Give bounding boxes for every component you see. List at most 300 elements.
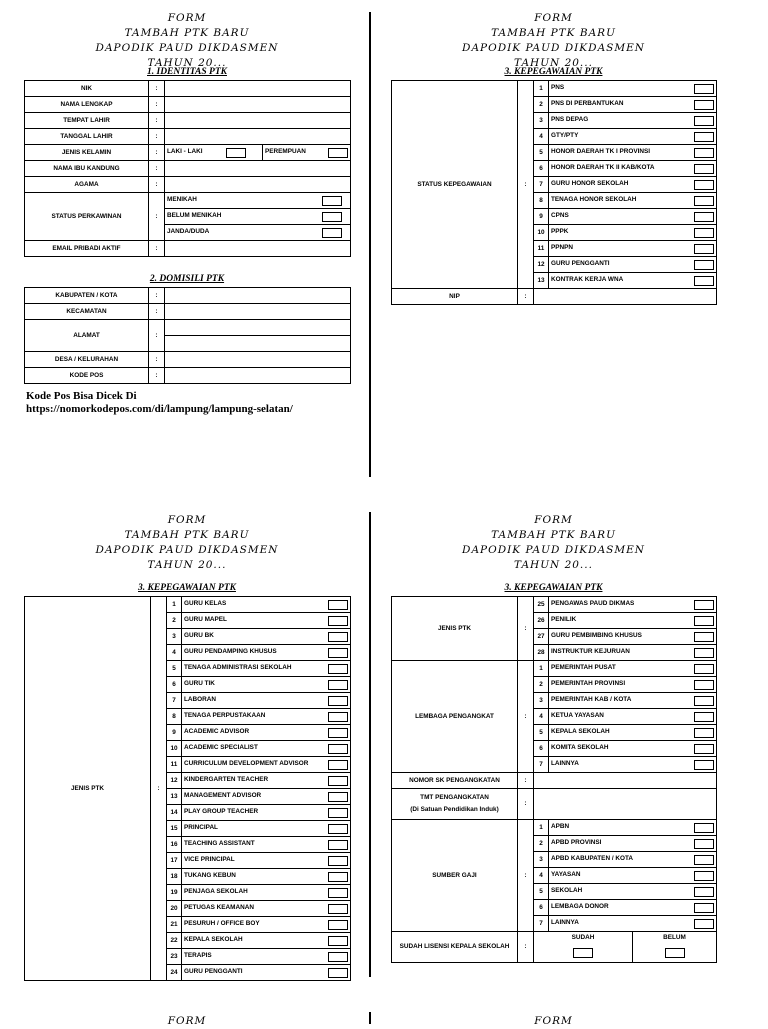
checkbox-instruktur-kejuruan[interactable]: [694, 648, 714, 658]
option-komita-sekolah[interactable]: [549, 741, 717, 757]
option-label: PNS DEPAG: [551, 115, 589, 123]
option-label: PPNPN: [551, 243, 574, 251]
checkbox-perempuan[interactable]: [328, 148, 348, 158]
option-laki[interactable]: LAKI - LAKI: [165, 145, 263, 161]
option-apbn[interactable]: [549, 820, 717, 836]
label-status-kepegawaian: STATUS KEPEGAWAIAN: [392, 81, 518, 289]
option-label: PENGAWAS PAUD DIKMAS: [551, 599, 635, 607]
option-guru-mapel[interactable]: [182, 613, 351, 629]
option-pns-depag[interactable]: [549, 113, 717, 129]
option-number: 3: [167, 629, 182, 645]
option-label: TEACHING ASSISTANT: [184, 839, 255, 847]
ibu-field[interactable]: [165, 161, 351, 177]
option-label: VICE PRINCIPAL: [184, 855, 235, 863]
option-number: 20: [167, 901, 182, 917]
checkbox-ppnpn[interactable]: [694, 244, 714, 254]
option-number: 27: [534, 629, 549, 645]
email-field[interactable]: [165, 241, 351, 257]
option-lembaga-donor[interactable]: [549, 900, 717, 916]
label-tmt-pengangkatan: [392, 789, 518, 820]
option-apbd-kabupaten-kota[interactable]: [549, 852, 717, 868]
option-honor-daerah-tk-i-provinsi[interactable]: [549, 145, 717, 161]
option-label: GURU PENGGANTI: [184, 967, 243, 975]
option-penilik[interactable]: [549, 613, 717, 629]
option-kepala-sekolah[interactable]: [182, 933, 351, 949]
option-label: ACADEMIC ADVISOR: [184, 727, 250, 735]
option-label: ACADEMIC SPECIALIST: [184, 743, 258, 751]
checkbox-pns[interactable]: [694, 84, 714, 94]
option-label: PEMERINTAH KAB / KOTA: [551, 695, 632, 703]
checkbox-teaching-assistant[interactable]: [328, 840, 348, 850]
header-form: FORM: [534, 12, 573, 24]
option-label: PNS DI PERBANTUKAN: [551, 99, 624, 107]
option-number: 3: [534, 693, 549, 709]
option-yayasan[interactable]: [549, 868, 717, 884]
header-form: FORM: [167, 514, 207, 526]
checkbox-lembaga-donor[interactable]: [694, 903, 714, 913]
header-subtitle: DAPODIK PAUD DIKDASMEN: [95, 42, 279, 54]
next-form-header: FORM: [534, 1015, 573, 1027]
option-guru-bk[interactable]: [182, 629, 351, 645]
label-nomor-sk: NOMOR SK PENGANGKATAN: [392, 773, 518, 789]
header-subtitle: DAPODIK PAUD DIKDASMEN: [462, 544, 645, 556]
checkbox-pns-depag[interactable]: [694, 116, 714, 126]
checkbox-guru-pengganti[interactable]: [328, 968, 348, 978]
colon: :: [518, 932, 534, 963]
option-number: 5: [534, 725, 549, 741]
option-label: YAYASAN: [551, 870, 581, 878]
label-jenis-kelamin: JENIS KELAMIN: [25, 145, 149, 161]
label-jenis-ptk: JENIS PTK: [392, 597, 518, 661]
option-number: 7: [534, 916, 549, 932]
option-label: GURU PENDAMPING KHUSUS: [184, 647, 277, 655]
nama-field[interactable]: [165, 97, 351, 113]
colon: :: [151, 597, 167, 981]
option-label: KEPALA SEKOLAH: [184, 935, 243, 943]
checkbox-ketua-yayasan[interactable]: [694, 712, 714, 722]
option-number: 14: [167, 805, 182, 821]
label-lisensi-kepala-sekolah: SUDAH LISENSI KEPALA SEKOLAH: [392, 932, 518, 963]
option-guru-pembimbing-khusus[interactable]: [549, 629, 717, 645]
section-title-kepegawaian: 3. KEPEGAWAIAN PTK: [504, 67, 603, 77]
checkbox-tenaga-administrasi-sekolah[interactable]: [328, 664, 348, 674]
checkbox-guru-bk[interactable]: [328, 632, 348, 642]
option-label: PNS: [551, 83, 565, 91]
form-panel-identitas: [24, 0, 350, 480]
checkbox-pemerintah-kab-kota[interactable]: [694, 696, 714, 706]
option-label: PRINCIPAL: [184, 823, 218, 831]
option-academic-advisor[interactable]: [182, 725, 351, 741]
alamat-field-2[interactable]: [165, 336, 351, 352]
option-number: 12: [534, 257, 549, 273]
kode-pos-field[interactable]: [165, 368, 351, 384]
option-management-advisor[interactable]: [182, 789, 351, 805]
option-number: 1: [534, 661, 549, 677]
checkbox-kepala-sekolah[interactable]: [694, 728, 714, 738]
option-label: GURU TIK: [184, 679, 215, 687]
label-nama: NAMA LENGKAP: [25, 97, 149, 113]
form-header: [391, 11, 716, 71]
option-number: 7: [534, 757, 549, 773]
checkbox-kontrak-kerja-wna[interactable]: [694, 276, 714, 286]
lembaga-table: [391, 596, 717, 963]
option-sekolah[interactable]: [549, 884, 717, 900]
checkbox-janda-duda[interactable]: [322, 228, 342, 238]
option-label: BELUM: [663, 934, 686, 941]
checkbox-laboran[interactable]: [328, 696, 348, 706]
option-guru-kelas[interactable]: [182, 597, 351, 613]
desa-field[interactable]: [165, 352, 351, 368]
label-ibu: NAMA IBU KANDUNG: [25, 161, 149, 177]
option-number: 4: [534, 129, 549, 145]
option-ketua-yayasan[interactable]: [549, 709, 717, 725]
option-label: PENILIK: [551, 615, 577, 623]
option-number: 15: [167, 821, 182, 837]
checkbox-apbn[interactable]: [694, 823, 714, 833]
option-number: 8: [167, 709, 182, 725]
option-lainnya[interactable]: [549, 757, 717, 773]
option-label: GURU PENGGANTI: [551, 259, 610, 267]
option-kindergarten-teacher[interactable]: [182, 773, 351, 789]
checkbox-guru-tik[interactable]: [328, 680, 348, 690]
option-number: 5: [534, 145, 549, 161]
option-tenaga-honor-sekolah[interactable]: [549, 193, 717, 209]
option-label: TUKANG KEBUN: [184, 871, 236, 879]
domisili-table: KABUPATEN / KOTA : KECAMATAN : ALAMAT : DESA / KELURAHAN : KODE POS :: [24, 287, 351, 384]
option-pesuruh-office-boy[interactable]: [182, 917, 351, 933]
label-tanggal-lahir: TANGGAL LAHIR: [25, 129, 149, 145]
tanggal-lahir-field[interactable]: [165, 129, 351, 145]
label-lembaga-pengangkat: LEMBAGA PENGANGKAT: [392, 661, 518, 773]
option-number: 6: [534, 741, 549, 757]
option-petugas-keamanan[interactable]: [182, 901, 351, 917]
option-kontrak-kerja-wna[interactable]: [549, 273, 717, 289]
checkbox-kepala-sekolah[interactable]: [328, 936, 348, 946]
option-academic-specialist[interactable]: [182, 741, 351, 757]
checkbox-guru-honor-sekolah[interactable]: [694, 180, 714, 190]
label-kabupaten: KABUPATEN / KOTA: [25, 288, 149, 304]
option-sudah[interactable]: [534, 932, 633, 963]
option-pemerintah-pusat[interactable]: [549, 661, 717, 677]
option-label: INSTRUKTUR KEJURUAN: [551, 647, 630, 655]
header-title: TAMBAH PTK BARU: [124, 27, 250, 39]
option-label: MANAGEMENT ADVISOR: [184, 791, 262, 799]
form-panel-jenis-ptk: [24, 502, 350, 982]
option-number: 18: [167, 869, 182, 885]
option-label: APBN: [551, 822, 570, 830]
option-number: 19: [167, 885, 182, 901]
option-label: KOMITA SEKOLAH: [551, 743, 609, 751]
option-number: 23: [167, 949, 182, 965]
option-label: KINDERGARTEN TEACHER: [184, 775, 269, 783]
option-pns[interactable]: [549, 81, 717, 97]
nomor-sk-field[interactable]: [534, 773, 717, 789]
checkbox-guru-mapel[interactable]: [328, 616, 348, 626]
colon: :: [518, 597, 534, 661]
option-guru-pengganti[interactable]: [182, 965, 351, 981]
option-belum[interactable]: [633, 932, 717, 963]
checkbox-belum-menikah[interactable]: [322, 212, 342, 222]
checkbox-lainnya[interactable]: [694, 919, 714, 929]
checkbox-petugas-keamanan[interactable]: [328, 904, 348, 914]
option-number: 13: [167, 789, 182, 805]
option-label: KEPALA SEKOLAH: [551, 727, 610, 735]
checkbox-laki[interactable]: [226, 148, 246, 158]
option-label: PESURUH / OFFICE BOY: [184, 919, 260, 927]
option-terapis[interactable]: [182, 949, 351, 965]
header-form: FORM: [167, 12, 207, 24]
option-number: 16: [167, 837, 182, 853]
label-sumber-gaji: SUMBER GAJI: [392, 820, 518, 932]
label-tempat-lahir: TEMPAT LAHIR: [25, 113, 149, 129]
header-year: TAHUN 20...: [147, 57, 227, 69]
option-pemerintah-provinsi[interactable]: [549, 677, 717, 693]
divider-line: [369, 1012, 371, 1024]
checkbox-guru-pengganti[interactable]: [694, 260, 714, 270]
option-number: 3: [534, 852, 549, 868]
option-number: 8: [534, 193, 549, 209]
option-number: 21: [167, 917, 182, 933]
option-pns-di-perbantukan[interactable]: [549, 97, 717, 113]
label-desa: DESA / KELURAHAN: [25, 352, 149, 368]
label-status-perkawinan: STATUS PERKAWINAN: [25, 193, 149, 241]
option-teaching-assistant[interactable]: [182, 837, 351, 853]
option-pengawas-paud-dikmas[interactable]: [549, 597, 717, 613]
kecamatan-field[interactable]: [165, 304, 351, 320]
checkbox-pns-di-perbantukan[interactable]: [694, 100, 714, 110]
checkbox-academic-specialist[interactable]: [328, 744, 348, 754]
option-number: 17: [167, 853, 182, 869]
checkbox-pesuruh-office-boy[interactable]: [328, 920, 348, 930]
option-number: 6: [167, 677, 182, 693]
checkbox-vice-principal[interactable]: [328, 856, 348, 866]
alamat-field-1[interactable]: [165, 320, 351, 336]
option-number: 2: [534, 836, 549, 852]
option-honor-daerah-tk-ii-kab-kota[interactable]: [549, 161, 717, 177]
checkbox-menikah[interactable]: [322, 196, 342, 206]
checkbox-pemerintah-pusat[interactable]: [694, 664, 714, 674]
agama-field[interactable]: [165, 177, 351, 193]
option-label: SUDAH: [571, 934, 595, 941]
option-guru-honor-sekolah[interactable]: [549, 177, 717, 193]
option-label: PPPK: [551, 227, 569, 235]
option-kepala-sekolah[interactable]: [549, 725, 717, 741]
option-tenaga-administrasi-sekolah[interactable]: [182, 661, 351, 677]
checkbox-principal[interactable]: [328, 824, 348, 834]
option-guru-pengganti[interactable]: [549, 257, 717, 273]
option-label: LAINNYA: [551, 918, 579, 926]
checkbox-apbd-kabupaten-kota[interactable]: [694, 855, 714, 865]
checkbox-penjaga-sekolah[interactable]: [328, 888, 348, 898]
checkbox-belum[interactable]: [665, 948, 685, 958]
option-lainnya[interactable]: [549, 916, 717, 932]
checkbox-tenaga-perpustakaan[interactable]: [328, 712, 348, 722]
option-perempuan[interactable]: PEREMPUAN: [263, 145, 351, 161]
checkbox-yayasan[interactable]: [694, 871, 714, 881]
colon: :: [518, 789, 534, 820]
checkbox-honor-daerah-tk-i-provinsi[interactable]: [694, 148, 714, 158]
option-vice-principal[interactable]: [182, 853, 351, 869]
option-label: GURU PEMBIMBING KHUSUS: [551, 631, 642, 639]
checkbox-management-advisor[interactable]: [328, 792, 348, 802]
checkbox-tukang-kebun[interactable]: [328, 872, 348, 882]
header-form: FORM: [534, 514, 573, 526]
option-label: GURU HONOR SEKOLAH: [551, 179, 629, 187]
tmt-field[interactable]: [534, 789, 717, 820]
option-cpns[interactable]: [549, 209, 717, 225]
kabupaten-field[interactable]: [165, 288, 351, 304]
option-number: 9: [534, 209, 549, 225]
option-label: LABORAN: [184, 695, 216, 703]
option-apbd-provinsi[interactable]: [549, 836, 717, 852]
header-year: TAHUN 20...: [147, 559, 227, 571]
option-number: 3: [534, 113, 549, 129]
label-kecamatan: KECAMATAN: [25, 304, 149, 320]
option-label: PENJAGA SEKOLAH: [184, 887, 248, 895]
checkbox-pppk[interactable]: [694, 228, 714, 238]
tempat-lahir-field[interactable]: [165, 113, 351, 129]
label-tmt-line2: (Di Satuan Pendidikan Induk): [410, 806, 499, 813]
divider-line: [369, 512, 371, 977]
option-label: GURU MAPEL: [184, 615, 227, 623]
checkbox-play-group-teacher[interactable]: [328, 808, 348, 818]
option-label: TENAGA HONOR SEKOLAH: [551, 195, 637, 203]
option-label: PEMERINTAH PUSAT: [551, 663, 616, 671]
label-email: EMAIL PRIBADI AKTIF: [25, 241, 149, 257]
option-number: 1: [167, 597, 182, 613]
option-pppk[interactable]: [549, 225, 717, 241]
option-guru-tik[interactable]: [182, 677, 351, 693]
option-number: 28: [534, 645, 549, 661]
header-subtitle: DAPODIK PAUD DIKDASMEN: [95, 544, 279, 556]
header-title: TAMBAH PTK BARU: [491, 529, 616, 541]
option-label: CPNS: [551, 211, 569, 219]
option-menikah[interactable]: MENIKAH: [165, 193, 351, 209]
option-play-group-teacher[interactable]: [182, 805, 351, 821]
checkbox-tenaga-honor-sekolah[interactable]: [694, 196, 714, 206]
option-label: KETUA YAYASAN: [551, 711, 604, 719]
checkbox-penilik[interactable]: [694, 616, 714, 626]
checkbox-honor-daerah-tk-ii-kab-kota[interactable]: [694, 164, 714, 174]
option-laboran[interactable]: [182, 693, 351, 709]
divider-line: [369, 12, 371, 477]
status-table: [391, 80, 717, 305]
option-label: PLAY GROUP TEACHER: [184, 807, 259, 815]
section-title-identitas: 1. IDENTITAS PTK: [147, 67, 227, 77]
checkbox-sudah[interactable]: [573, 948, 593, 958]
checkbox-pengawas-paud-dikmas[interactable]: [694, 600, 714, 610]
checkbox-curriculum-development-advisor[interactable]: [328, 760, 348, 770]
option-number: 22: [167, 933, 182, 949]
form-panel-lembaga: [391, 502, 716, 982]
form-header: [391, 513, 716, 573]
header-title: TAMBAH PTK BARU: [491, 27, 616, 39]
header-year: TAHUN 20...: [514, 559, 593, 571]
checkbox-cpns[interactable]: [694, 212, 714, 222]
checkbox-academic-advisor[interactable]: [328, 728, 348, 738]
option-label: PEMERINTAH PROVINSI: [551, 679, 626, 687]
option-guru-pendamping-khusus[interactable]: [182, 645, 351, 661]
option-label: GURU BK: [184, 631, 214, 639]
option-tukang-kebun[interactable]: [182, 869, 351, 885]
checkbox-gty-pty[interactable]: [694, 132, 714, 142]
option-number: 9: [167, 725, 182, 741]
label-nik: NIK: [25, 81, 149, 97]
option-penjaga-sekolah[interactable]: [182, 885, 351, 901]
option-number: 10: [534, 225, 549, 241]
option-number: 10: [167, 741, 182, 757]
section-title-domisili: 2. DOMISILI PTK: [149, 274, 225, 284]
checkbox-guru-pendamping-khusus[interactable]: [328, 648, 348, 658]
option-number: 2: [534, 97, 549, 113]
option-label: TENAGA ADMINISTRASI SEKOLAH: [184, 663, 292, 671]
label-alamat: ALAMAT: [25, 320, 149, 352]
checkbox-guru-kelas[interactable]: [328, 600, 348, 610]
option-number: 2: [534, 677, 549, 693]
option-belum-menikah[interactable]: BELUM MENIKAH: [165, 209, 351, 225]
option-gty-pty[interactable]: [549, 129, 717, 145]
option-label: APBD KABUPATEN / KOTA: [551, 854, 634, 862]
colon: :: [518, 81, 534, 289]
option-number: 6: [534, 161, 549, 177]
option-number: 5: [534, 884, 549, 900]
colon: :: [518, 661, 534, 773]
checkbox-apbd-provinsi[interactable]: [694, 839, 714, 849]
header-year: TAHUN 20...: [514, 57, 593, 69]
checkbox-pemerintah-provinsi[interactable]: [694, 680, 714, 690]
checkbox-guru-pembimbing-khusus[interactable]: [694, 632, 714, 642]
identitas-table: NIK : NAMA LENGKAP : TEMPAT LAHIR : TANGGAL LAHIR : JENIS KELAMIN : LAKI - LAKI PEREMPUAN NAMA IBU KANDUNG : AGAMA : STATUS PERKAWINAN : MENIKAH BELUM MENIKAH JANDA/DUDA EMAIL PRIBADI AKTIF :: [24, 80, 351, 257]
nip-field[interactable]: [534, 289, 717, 305]
option-number: 2: [167, 613, 182, 629]
header-subtitle: DAPODIK PAUD DIKDASMEN: [462, 42, 645, 54]
option-label: TERAPIS: [184, 951, 212, 959]
option-number: 4: [167, 645, 182, 661]
section-title-kepegawaian: 3. KEPEGAWAIAN PTK: [138, 583, 236, 593]
option-instruktur-kejuruan[interactable]: [549, 645, 717, 661]
kode-pos-note: [26, 390, 293, 416]
option-tenaga-perpustakaan[interactable]: [182, 709, 351, 725]
option-label: APBD PROVINSI: [551, 838, 602, 846]
option-label: SEKOLAH: [551, 886, 583, 894]
nik-field[interactable]: [165, 81, 351, 97]
option-number: 26: [534, 613, 549, 629]
option-pemerintah-kab-kota[interactable]: [549, 693, 717, 709]
checkbox-kindergarten-teacher[interactable]: [328, 776, 348, 786]
option-curriculum-development-advisor[interactable]: [182, 757, 351, 773]
note-link[interactable]: https://nomorkodepos.com/di/lampung/lampung-selatan/: [26, 403, 293, 415]
option-label: PETUGAS KEAMANAN: [184, 903, 254, 911]
checkbox-lainnya[interactable]: [694, 760, 714, 770]
option-number: 12: [167, 773, 182, 789]
option-label: HONOR DAERAH TK II KAB/KOTA: [551, 163, 655, 171]
option-label: KONTRAK KERJA WNA: [551, 275, 624, 283]
checkbox-komita-sekolah[interactable]: [694, 744, 714, 754]
option-number: 1: [534, 820, 549, 836]
option-principal[interactable]: [182, 821, 351, 837]
option-number: 1: [534, 81, 549, 97]
option-label: HONOR DAERAH TK I PROVINSI: [551, 147, 651, 155]
option-number: 5: [167, 661, 182, 677]
option-label: LAINNYA: [551, 759, 579, 767]
checkbox-terapis[interactable]: [328, 952, 348, 962]
checkbox-sekolah[interactable]: [694, 887, 714, 897]
option-janda-duda[interactable]: JANDA/DUDA: [165, 225, 351, 241]
option-label: GURU KELAS: [184, 599, 227, 607]
option-number: 24: [167, 965, 182, 981]
option-ppnpn[interactable]: [549, 241, 717, 257]
option-number: 4: [534, 868, 549, 884]
